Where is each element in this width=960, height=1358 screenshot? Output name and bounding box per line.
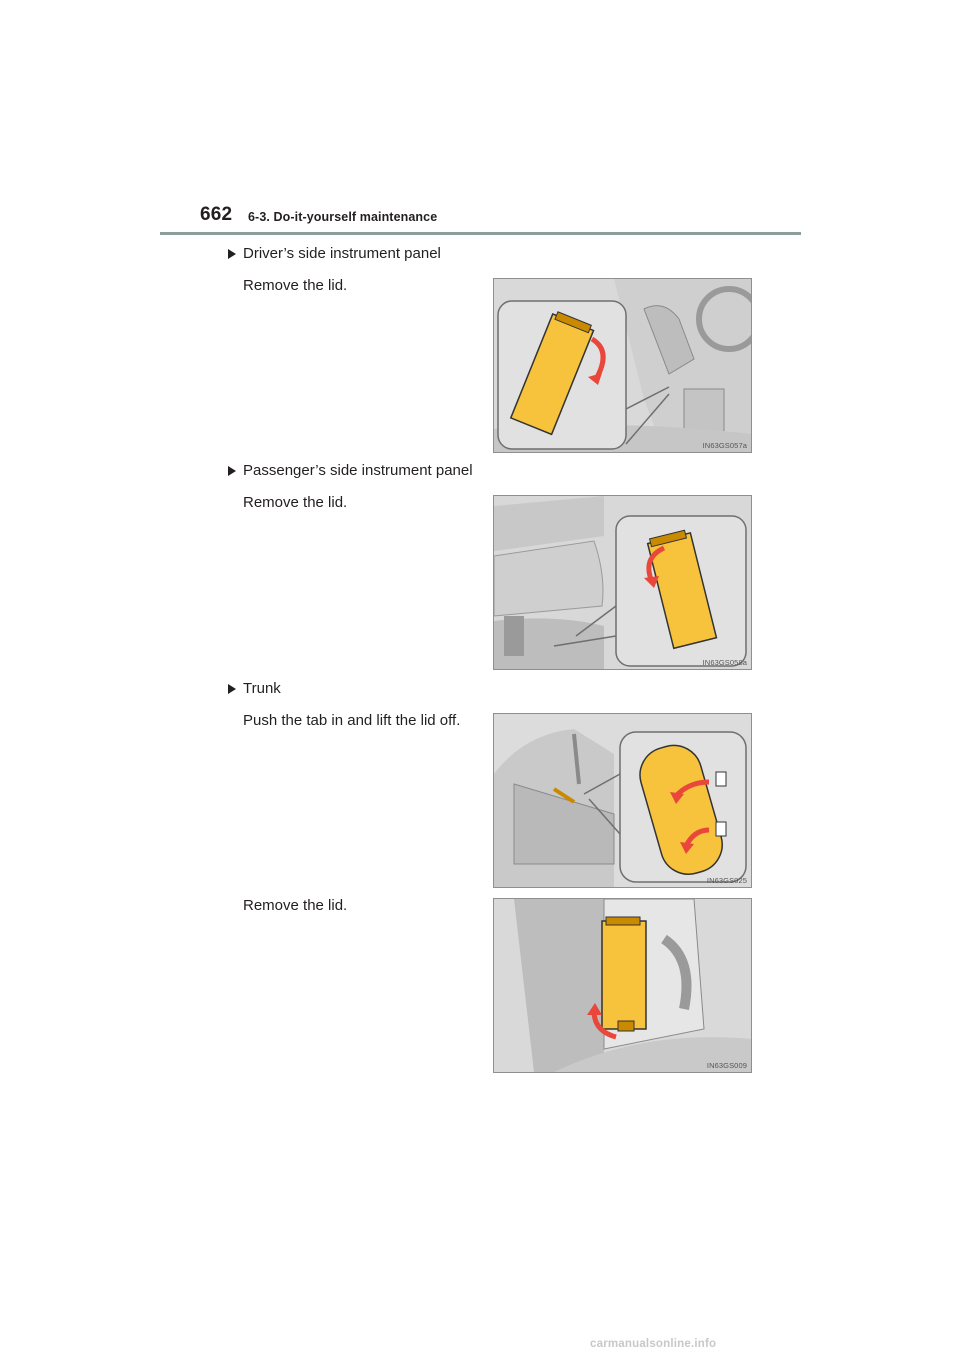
item-instruction: Remove the lid. [243,897,348,914]
figure-code: IN63GS009 [706,1061,747,1070]
figure-code: IN63GS058a [702,658,747,667]
figure-code: IN63GS057a [702,441,747,450]
bullet-triangle-icon [226,245,238,263]
item-heading-driver-panel [226,245,441,263]
item-instruction: Remove the lid. [243,277,348,294]
figure-passenger-panel [493,495,752,670]
item-heading-text: Driver’s side instrument panel [243,245,441,262]
page-number: 662 [200,204,233,225]
item-instruction: Remove the lid. [243,494,348,511]
figure-trunk-lid [493,898,752,1073]
bullet-triangle-icon [226,680,238,698]
bullet-triangle-icon [226,462,238,480]
item-heading-passenger-panel [226,462,473,480]
figure-driver-panel [493,278,752,453]
item-instruction: Push the tab in and lift the lid off. [243,712,461,729]
section-title: 6-3. Do-it-yourself maintenance [248,210,438,224]
header-rule [160,232,801,235]
item-heading-text: Trunk [243,680,281,697]
item-heading-text: Passenger’s side instrument panel [243,462,473,479]
item-heading-trunk [226,680,281,698]
figure-code: IN63GS025 [706,876,747,885]
figure-trunk [493,713,752,888]
watermark: carmanualsonline.info [590,1338,717,1350]
